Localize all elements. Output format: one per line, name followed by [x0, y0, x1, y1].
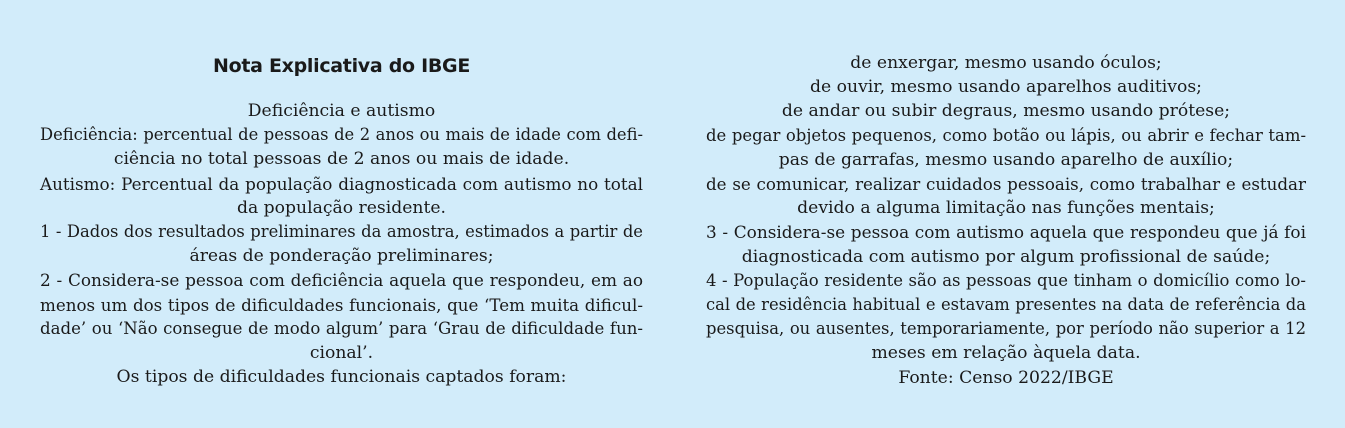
text-line: da população residente.: [236, 197, 447, 218]
text-line: pas de garrafas, mesmo usando aparelho de auxílio;: [778, 149, 1234, 170]
text-line: áreas de ponderação preliminares;: [189, 246, 494, 267]
text-line: 4 - População residente são as pessoas que tinham o domicílio como lo-: [706, 270, 1306, 290]
text-line: 3 - Considera-se pessoa com autismo aquela que respondeu que já foi: [706, 222, 1306, 243]
text-line: ciência no total pessoas de 2 anos ou mais de idade.: [113, 149, 570, 170]
note-title: Nota Explicativa do IBGE: [212, 55, 471, 77]
text-line: dade’ ou ‘Não consegue de modo algum’ para ‘Grau de dificuldade fun-: [40, 318, 643, 338]
left-column: [40, 0, 643, 389]
text-line: 2 - Considera-se pessoa com deficiência aquela que respondeu, em ao: [40, 270, 643, 291]
source-line: Fonte: Censo 2022/IBGE: [898, 367, 1114, 388]
text-line: cional’.: [309, 343, 374, 364]
text-line: meses em relação àquela data.: [871, 343, 1141, 364]
section-heading: Deficiência e autismo: [247, 101, 436, 121]
text-line: menos um dos tipos de dificuldades funcionais, que ‘Tem muita dificul-: [40, 294, 643, 315]
text-line: Autismo: Percentual da população diagnosticada com autismo no total: [40, 173, 643, 194]
right-column: [706, 0, 1306, 390]
text-line: pesquisa, ou ausentes, temporariamente, por período não superior a 12: [706, 319, 1306, 339]
text-line: diagnosticada com autismo por algum profissional de saúde;: [741, 246, 1271, 267]
text-line: cal de residência habitual e estavam presentes na data de referência da: [706, 295, 1306, 315]
text-line: de ouvir, mesmo usando aparelhos auditivos;: [810, 77, 1202, 98]
text-line: Deficiência: percentual de pessoas de 2 anos ou mais de idade com defi-: [40, 125, 643, 145]
text-line: de andar ou subir degraus, mesmo usando prótese;: [781, 101, 1231, 122]
text-line: devido a alguma limitação nas funções mentais;: [797, 198, 1215, 219]
text-line: de enxergar, mesmo usando óculos;: [850, 53, 1162, 73]
text-line: Os tipos de dificuldades funcionais captados foram:: [116, 367, 567, 388]
text-line: de pegar objetos pequenos, como botão ou lápis, ou abrir e fechar tam-: [706, 125, 1306, 145]
text-line: 1 - Dados dos resultados preliminares da amostra, estimados a partir de: [40, 222, 643, 242]
text-line: de se comunicar, realizar cuidados pessoais, como trabalhar e estudar: [706, 174, 1306, 195]
